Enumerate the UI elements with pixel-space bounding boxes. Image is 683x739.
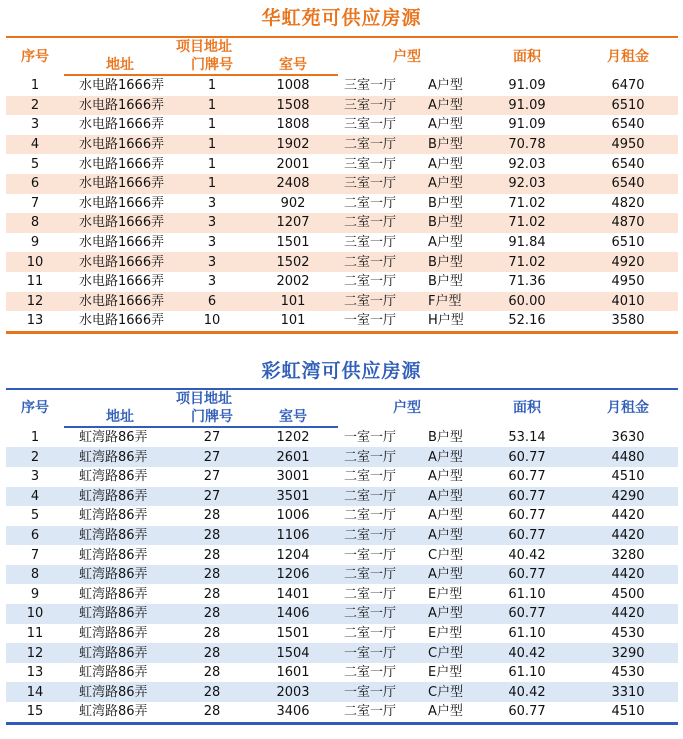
cell-area: 71.02 [508, 195, 546, 211]
cell-area: 71.02 [476, 252, 578, 272]
cell-building: 3 [207, 274, 217, 290]
cell-room-type: 二室一厅 [344, 469, 397, 485]
table-row [6, 624, 678, 644]
cell-unit-type: A户型 [428, 235, 463, 251]
cell-address: 虹湾路86弄 [79, 665, 148, 681]
header-project-address: 项目地址 [64, 37, 248, 56]
cell-building: 3 [176, 213, 248, 233]
table-row [6, 135, 678, 155]
cell-room-type: 一室一厅 [344, 547, 397, 563]
cell-room: 1406 [248, 604, 338, 624]
cell-unit-type: A户型 [406, 96, 476, 116]
cell-room-type: 二室一厅 [344, 625, 397, 641]
cell-address: 水电路1666弄 [64, 252, 176, 272]
cell-room: 1106 [248, 526, 338, 546]
cell-index: 13 [6, 311, 64, 332]
cell-rent: 3290 [578, 643, 678, 663]
header-index: 序号 [6, 389, 64, 427]
cell-address: 虹湾路86弄 [64, 702, 176, 723]
cell-unit-type: A户型 [406, 526, 476, 546]
cell-room: 1006 [276, 508, 310, 524]
cell-address: 水电路1666弄 [79, 117, 165, 133]
cell-rent: 6540 [611, 156, 645, 172]
table-row [6, 233, 678, 253]
cell-rent: 4510 [611, 469, 645, 485]
cell-rent: 4950 [578, 135, 678, 155]
cell-building: 27 [176, 447, 248, 467]
cell-unit-type: C户型 [428, 547, 464, 563]
cell-index: 4 [6, 487, 64, 507]
cell-room-type: 二室一厅 [338, 447, 406, 467]
cell-index: 1 [30, 429, 40, 445]
cell-index: 6 [6, 526, 64, 546]
cell-area: 92.03 [476, 174, 578, 194]
cell-room-type: 二室一厅 [338, 213, 406, 233]
cell-index: 11 [26, 625, 44, 641]
cell-rent: 4420 [611, 508, 645, 524]
cell-area: 60.77 [476, 702, 578, 723]
cell-rent: 4290 [578, 487, 678, 507]
cell-room-type: 一室一厅 [338, 682, 406, 702]
cell-unit-type: B户型 [428, 195, 463, 211]
cell-building: 6 [176, 292, 248, 312]
cell-room-type: 三室一厅 [344, 77, 397, 93]
cell-unit-type: B户型 [406, 213, 476, 233]
huahongyuan-table [6, 36, 678, 334]
cell-unit-type: E户型 [428, 586, 463, 602]
cell-area: 60.77 [508, 469, 546, 485]
cell-room: 2002 [276, 274, 310, 290]
table-row [6, 115, 678, 135]
cell-unit-type: H户型 [406, 311, 476, 332]
cell-room-type: 二室一厅 [344, 586, 397, 602]
cell-room-type: 二室一厅 [338, 604, 406, 624]
cell-building: 28 [203, 586, 221, 602]
table-row [6, 584, 678, 604]
huahongyuan-title: 华虹苑可供应房源 [261, 7, 422, 29]
cell-address: 虹湾路86弄 [79, 508, 148, 524]
cell-room: 1502 [248, 252, 338, 272]
table-row [6, 565, 678, 585]
cell-index: 13 [26, 665, 44, 681]
cell-room: 101 [248, 311, 338, 332]
cell-room-type: 三室一厅 [338, 96, 406, 116]
cell-area: 91.09 [508, 117, 546, 133]
cell-address: 虹湾路86弄 [64, 643, 176, 663]
cell-rent: 4420 [578, 526, 678, 546]
cell-area: 52.16 [476, 311, 578, 332]
cell-index: 8 [6, 213, 64, 233]
table-row [6, 545, 678, 565]
cell-address: 水电路1666弄 [79, 78, 165, 94]
cell-index: 1 [30, 77, 40, 93]
cell-address: 水电路1666弄 [64, 96, 176, 116]
cell-address: 虹湾路86弄 [64, 604, 176, 624]
cell-unit-type: B户型 [428, 274, 463, 290]
header-room: 室号 [248, 408, 338, 427]
cell-index: 8 [6, 565, 64, 585]
cell-rent: 4510 [578, 702, 678, 723]
cell-area: 71.02 [476, 213, 578, 233]
header-building: 门牌号 [176, 408, 248, 427]
caihongwan-rows [6, 427, 678, 723]
cell-rent: 4420 [578, 604, 678, 624]
cell-index: 7 [30, 547, 40, 563]
cell-address: 虹湾路86弄 [79, 430, 148, 446]
cell-room: 3501 [248, 487, 338, 507]
cell-address: 水电路1666弄 [79, 195, 165, 211]
cell-rent: 4010 [578, 292, 678, 312]
cell-area: 60.77 [476, 565, 578, 585]
cell-index: 14 [6, 682, 64, 702]
cell-room-type: 二室一厅 [338, 526, 406, 546]
cell-building: 1 [207, 78, 217, 94]
cell-rent: 6470 [611, 77, 645, 93]
cell-unit-type: A户型 [428, 156, 463, 172]
cell-area: 71.36 [508, 274, 546, 290]
cell-area: 53.14 [508, 429, 546, 445]
cell-room: 1207 [248, 213, 338, 233]
cell-room: 3001 [276, 469, 310, 485]
table-row [6, 252, 678, 272]
table-row [6, 663, 678, 683]
cell-area: 40.42 [476, 682, 578, 702]
cell-unit-type: A户型 [428, 117, 463, 133]
cell-index: 5 [30, 156, 40, 172]
table-row [6, 604, 678, 624]
cell-index: 9 [30, 235, 40, 251]
cell-building: 1 [176, 96, 248, 116]
cell-address: 水电路1666弄 [64, 311, 176, 332]
cell-unit-type: A户型 [406, 447, 476, 467]
cell-building: 3 [207, 195, 217, 211]
caihongwan-table [6, 388, 678, 725]
cell-rent: 6540 [578, 174, 678, 194]
cell-building: 28 [176, 643, 248, 663]
cell-unit-type: A户型 [406, 487, 476, 507]
cell-building: 3 [176, 252, 248, 272]
cell-area: 61.10 [508, 625, 546, 641]
cell-area: 60.00 [476, 292, 578, 312]
cell-unit-type: B户型 [406, 252, 476, 272]
cell-building: 1 [176, 174, 248, 194]
header-rent: 月租金 [578, 389, 678, 427]
cell-room: 3406 [248, 702, 338, 723]
cell-room: 1808 [276, 117, 310, 133]
cell-room: 2408 [248, 174, 338, 194]
cell-room: 1902 [248, 135, 338, 155]
cell-room-type: 二室一厅 [338, 702, 406, 723]
cell-room-type: 一室一厅 [338, 643, 406, 663]
cell-area: 91.09 [508, 77, 546, 93]
cell-room: 1401 [276, 586, 310, 602]
cell-room-type: 二室一厅 [338, 292, 406, 312]
cell-unit-type: E户型 [428, 665, 463, 681]
cell-room-type: 三室一厅 [344, 117, 397, 133]
header-layout: 户型 [338, 389, 476, 427]
cell-rent: 3280 [611, 547, 645, 563]
cell-unit-type: A户型 [428, 508, 463, 524]
cell-unit-type: A户型 [428, 469, 463, 485]
cell-room: 1508 [248, 96, 338, 116]
cell-unit-type: E户型 [428, 625, 463, 641]
cell-room-type: 一室一厅 [344, 429, 397, 445]
table-row [6, 174, 678, 194]
cell-room-type: 二室一厅 [338, 252, 406, 272]
header-index: 序号 [6, 37, 64, 75]
cell-address: 水电路1666弄 [64, 174, 176, 194]
cell-room: 101 [248, 292, 338, 312]
cell-rent: 3630 [611, 429, 645, 445]
cell-unit-type: A户型 [406, 604, 476, 624]
cell-building: 28 [176, 702, 248, 723]
cell-address: 水电路1666弄 [64, 213, 176, 233]
cell-area: 40.42 [508, 547, 546, 563]
cell-building: 28 [176, 604, 248, 624]
header-area: 面积 [476, 389, 578, 427]
header-project-address: 项目地址 [64, 389, 248, 408]
cell-address: 虹湾路86弄 [64, 565, 176, 585]
cell-area: 91.84 [508, 235, 546, 251]
cell-room-type: 二室一厅 [344, 508, 397, 524]
table-row [6, 311, 678, 332]
cell-room-type: 二室一厅 [338, 487, 406, 507]
cell-room-type: 三室一厅 [344, 156, 397, 172]
cell-index: 12 [6, 292, 64, 312]
cell-index: 3 [30, 117, 40, 133]
cell-building: 1 [207, 156, 217, 172]
cell-unit-type: A户型 [428, 77, 463, 93]
cell-index: 6 [6, 174, 64, 194]
cell-unit-type: F户型 [406, 292, 476, 312]
cell-index: 5 [30, 508, 40, 524]
cell-rent: 4530 [611, 665, 645, 681]
cell-building: 28 [203, 508, 221, 524]
cell-rent: 4500 [611, 586, 645, 602]
cell-room-type: 三室一厅 [338, 174, 406, 194]
cell-rent: 4950 [611, 274, 645, 290]
cell-index: 10 [6, 252, 64, 272]
cell-index: 15 [6, 702, 64, 723]
cell-room: 2001 [276, 156, 310, 172]
table-row [6, 487, 678, 507]
cell-room: 1601 [276, 665, 310, 681]
table-row [6, 272, 678, 292]
cell-unit-type: C户型 [406, 682, 476, 702]
cell-room-type: 三室一厅 [344, 235, 397, 251]
cell-area: 91.09 [476, 96, 578, 116]
cell-address: 虹湾路86弄 [64, 447, 176, 467]
cell-building: 3 [207, 235, 217, 251]
header-layout: 户型 [338, 37, 476, 75]
cell-unit-type: A户型 [406, 174, 476, 194]
cell-building: 27 [203, 469, 221, 485]
huahongyuan-section [0, 0, 683, 334]
cell-address: 虹湾路86弄 [79, 586, 148, 602]
cell-room: 2003 [248, 682, 338, 702]
cell-area: 60.77 [476, 604, 578, 624]
huahongyuan-rows [6, 75, 678, 332]
cell-building: 28 [203, 625, 221, 641]
cell-rent: 4920 [578, 252, 678, 272]
cell-rent: 4820 [611, 195, 645, 211]
table-row [6, 526, 678, 546]
header-rent: 月租金 [578, 37, 678, 75]
cell-rent: 4480 [578, 447, 678, 467]
cell-area: 60.77 [476, 487, 578, 507]
cell-room: 2601 [248, 447, 338, 467]
cell-room-type: 二室一厅 [338, 135, 406, 155]
header-building: 门牌号 [176, 56, 248, 75]
cell-room: 902 [280, 195, 306, 211]
table-row [6, 154, 678, 174]
cell-room: 1501 [276, 235, 310, 251]
cell-building: 28 [203, 665, 221, 681]
cell-area: 70.78 [476, 135, 578, 155]
table-row [6, 213, 678, 233]
cell-area: 92.03 [508, 156, 546, 172]
cell-room: 1501 [276, 625, 310, 641]
cell-index: 4 [6, 135, 64, 155]
cell-area: 40.42 [476, 643, 578, 663]
cell-area: 60.77 [476, 526, 578, 546]
table-row [6, 96, 678, 116]
cell-rent: 6510 [611, 235, 645, 251]
table-row [6, 682, 678, 702]
cell-address: 水电路1666弄 [64, 292, 176, 312]
cell-index: 3 [30, 469, 40, 485]
cell-unit-type: A户型 [406, 565, 476, 585]
cell-building: 28 [203, 547, 221, 563]
cell-room: 1202 [276, 430, 310, 446]
caihongwan-title: 彩虹湾可供应房源 [261, 359, 422, 382]
cell-room: 1504 [248, 643, 338, 663]
cell-rent: 4530 [611, 625, 645, 641]
cell-address: 虹湾路86弄 [64, 682, 176, 702]
cell-index: 11 [26, 274, 44, 290]
cell-address: 虹湾路86弄 [79, 625, 148, 641]
cell-index: 7 [30, 195, 40, 211]
table-row [6, 427, 678, 448]
cell-building: 27 [176, 487, 248, 507]
table-header [6, 389, 678, 427]
cell-rent: 6540 [611, 117, 645, 133]
cell-address: 水电路1666弄 [79, 274, 165, 290]
cell-room-type: 二室一厅 [344, 195, 397, 211]
cell-address: 虹湾路86弄 [64, 487, 176, 507]
cell-building: 10 [176, 311, 248, 332]
cell-unit-type: B户型 [406, 135, 476, 155]
table-row [6, 194, 678, 214]
cell-rent: 3310 [578, 682, 678, 702]
cell-building: 1 [207, 117, 217, 133]
cell-area: 60.77 [476, 447, 578, 467]
cell-room-type: 二室一厅 [338, 565, 406, 585]
cell-room-type: 二室一厅 [344, 274, 397, 290]
cell-area: 60.77 [508, 508, 546, 524]
cell-rent: 3580 [578, 311, 678, 332]
cell-rent: 6510 [578, 96, 678, 116]
cell-address: 水电路1666弄 [64, 135, 176, 155]
cell-area: 61.10 [508, 586, 546, 602]
cell-building: 28 [176, 526, 248, 546]
cell-unit-type: B户型 [428, 429, 463, 445]
caihongwan-section [0, 354, 683, 725]
cell-room: 1204 [276, 547, 310, 563]
header-room: 室号 [248, 56, 338, 75]
table-header [6, 37, 678, 75]
header-area: 面积 [476, 37, 578, 75]
header-address: 地址 [64, 408, 176, 427]
cell-unit-type: A户型 [406, 702, 476, 723]
cell-address: 水电路1666弄 [79, 235, 165, 251]
cell-address: 虹湾路86弄 [64, 526, 176, 546]
cell-address: 虹湾路86弄 [79, 469, 148, 485]
cell-address: 虹湾路86弄 [79, 547, 148, 563]
cell-building: 1 [176, 135, 248, 155]
cell-room: 1008 [276, 78, 310, 94]
table-row [6, 447, 678, 467]
cell-unit-type: C户型 [406, 643, 476, 663]
cell-index: 9 [30, 586, 40, 602]
cell-address: 水电路1666弄 [79, 156, 165, 172]
cell-index: 10 [6, 604, 64, 624]
cell-room-type: 二室一厅 [344, 665, 397, 681]
table-row [6, 702, 678, 723]
table-row [6, 506, 678, 526]
cell-building: 28 [176, 565, 248, 585]
table-row [6, 75, 678, 96]
cell-index: 2 [6, 96, 64, 116]
table-row [6, 467, 678, 487]
cell-index: 2 [6, 447, 64, 467]
cell-index: 12 [6, 643, 64, 663]
table-row [6, 643, 678, 663]
header-address: 地址 [64, 56, 176, 75]
cell-rent: 4870 [578, 213, 678, 233]
cell-room-type: 一室一厅 [338, 311, 406, 332]
cell-building: 28 [176, 682, 248, 702]
cell-area: 61.10 [508, 665, 546, 681]
table-row [6, 292, 678, 312]
cell-room: 1206 [248, 565, 338, 585]
cell-building: 27 [203, 430, 221, 446]
cell-rent: 4420 [578, 565, 678, 585]
